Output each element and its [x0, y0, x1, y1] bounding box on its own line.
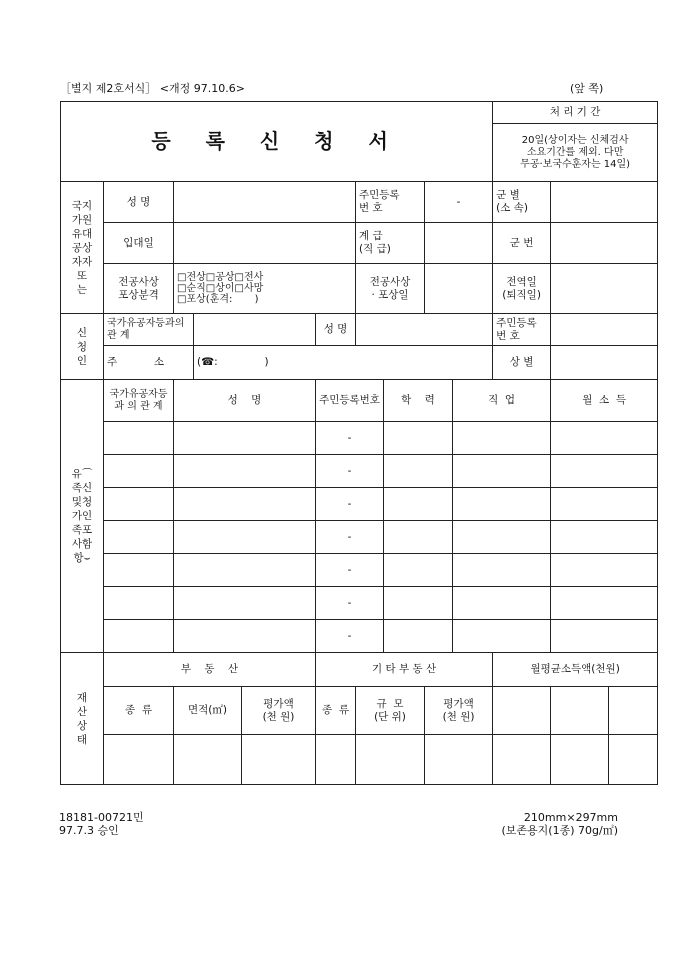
processing-period-note: 20일(상이자는 신체검사 소요기간를 제외. 다만 무공·보국수훈자는 14일) [493, 124, 658, 182]
rrn-field[interactable]: - [425, 182, 493, 223]
family-rrn-cell[interactable]: - [316, 587, 384, 620]
family-rrn-cell[interactable]: - [316, 554, 384, 587]
phone-field[interactable] [551, 346, 658, 380]
applicant-rrn-field[interactable] [551, 314, 658, 346]
address-field[interactable]: (☎: ) [194, 346, 493, 380]
section-family-label: 유⌒ 족신 및청 가인 족포 사함 항⌣ [61, 380, 104, 653]
rank-field[interactable] [425, 223, 493, 264]
re-type-header: 종 류 [104, 687, 174, 735]
wound-type-label: 전공사상 포상분격 [104, 264, 174, 314]
processing-period-label: 처 리 기 간 [493, 102, 658, 124]
relation-field[interactable] [194, 314, 316, 346]
phone-label: 상 별 [493, 346, 551, 380]
enlist-date-field[interactable] [174, 223, 356, 264]
address-label: 주 소 [104, 346, 194, 380]
table-row [61, 587, 658, 620]
applicant-rrn-label: 주민등록 번 호 [493, 314, 551, 346]
family-rrn-cell[interactable]: - [316, 620, 384, 653]
form-title: 등 록 신 청 서 [61, 102, 493, 182]
enlist-date-label: 입대일 [104, 223, 174, 264]
family-relation-header: 국가유공자등 과 의 관 계 [104, 380, 174, 422]
family-job-header: 직 업 [453, 380, 551, 422]
table-row [61, 422, 658, 455]
wound-type-options[interactable]: □전상□공상□전사 □순직□상이□사망 □포상(훈격: ) [174, 264, 356, 314]
ot-scale-header: 규 모 (단 위) [356, 687, 425, 735]
section-veteran-label: 국지 가원 유대 공상 자자 또 는 [61, 182, 104, 314]
registration-form [60, 101, 658, 785]
family-income-header: 월 소 득 [551, 380, 658, 422]
name-label: 성 명 [104, 182, 174, 223]
family-rrn-cell[interactable]: - [316, 422, 384, 455]
unit-label: 군 별 (소 속) [493, 182, 551, 223]
family-rrn-header: 주민등록번호 [316, 380, 384, 422]
income-cell-1[interactable] [493, 687, 551, 735]
page-side: (앞 쪽) [570, 82, 604, 95]
rank-label: 계 급 (직 급) [356, 223, 425, 264]
family-rrn-cell[interactable]: - [316, 521, 384, 554]
wound-date-label: 전공사상 · 포상일 [356, 264, 425, 314]
ot-type-header: 종 류 [316, 687, 356, 735]
wound-date-field[interactable] [425, 264, 493, 314]
table-row [61, 554, 658, 587]
ot-value-header: 평가액 (천 원) [425, 687, 493, 735]
family-rrn-cell[interactable]: - [316, 488, 384, 521]
unit-field[interactable] [551, 182, 658, 223]
family-name-header: 성 명 [174, 380, 316, 422]
relation-label: 국가유공자등과의 관 계 [104, 314, 194, 346]
section-assets-label: 재 산 상 태 [61, 653, 104, 785]
section-applicant-label: 신 청 인 [61, 314, 104, 380]
applicant-name-field[interactable] [356, 314, 493, 346]
service-number-label: 군 번 [493, 223, 551, 264]
other-property-header: 기 타 부 동 산 [316, 653, 493, 687]
real-estate-header: 부 동 산 [104, 653, 316, 687]
table-row [61, 521, 658, 554]
paper-spec: 210mm×297mm (보존용지(1종) 70g/㎡) [501, 811, 618, 837]
table-row [61, 620, 658, 653]
applicant-name-label: 성 명 [316, 314, 356, 346]
name-field[interactable] [174, 182, 356, 223]
rrn-label: 주민등록 번 호 [356, 182, 425, 223]
income-cell-2[interactable] [551, 687, 609, 735]
discharge-date-field[interactable] [551, 264, 658, 314]
service-number-field[interactable] [551, 223, 658, 264]
form-number: ［별지 제2호서식］ <개정 97.10.6> [60, 82, 245, 95]
re-value-header: 평가액 (천 원) [242, 687, 316, 735]
table-row [61, 455, 658, 488]
family-education-header: 학 력 [384, 380, 453, 422]
avg-income-header: 월평균소득액(천원) [493, 653, 658, 687]
re-area-header: 면적(㎡) [174, 687, 242, 735]
table-row [61, 488, 658, 521]
discharge-date-label: 전역일 (퇴직일) [493, 264, 551, 314]
form-code: 18181-00721민 97.7.3 승인 [59, 811, 144, 837]
income-cell-3[interactable] [609, 687, 658, 735]
family-rrn-cell[interactable]: - [316, 455, 384, 488]
